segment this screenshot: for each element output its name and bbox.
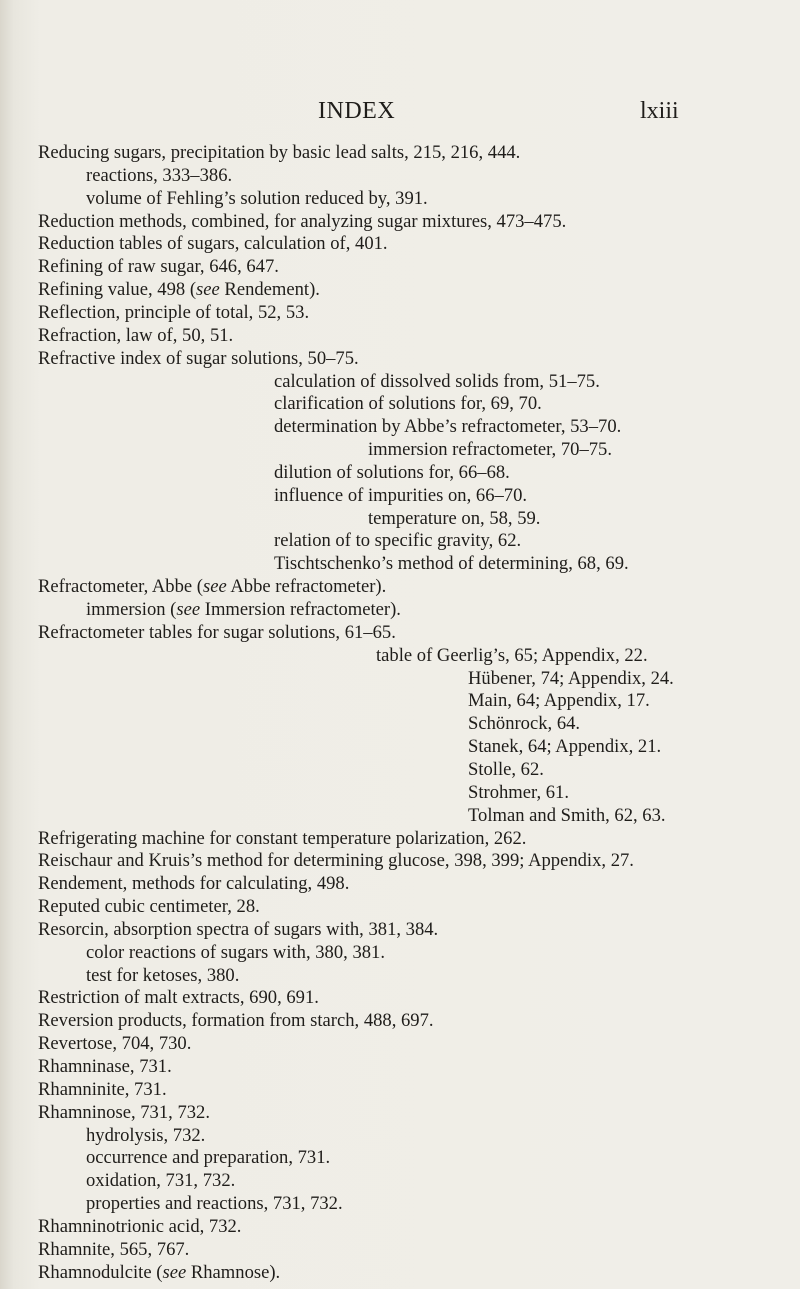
index-entry: Rhamninotrionic acid, 732. [38,1216,242,1237]
index-entry: Main, 64; Appendix, 17. [468,690,650,711]
index-entry: relation of to specific gravity, 62. [274,530,522,551]
index-entry: Hübener, 74; Appendix, 24. [468,668,674,689]
index-entry: Reduction methods, combined, for analyzing sugar mixtures, 473–475. [38,211,567,232]
page-header [0,98,800,128]
index-entry: occurrence and preparation, 731. [86,1147,331,1168]
index-entry: immersion (see Immersion refractometer). [86,599,401,620]
index-entry: oxidation, 731, 732. [86,1170,236,1191]
index-entry: Resorcin, absorption spectra of sugars with, 381, 384. [38,919,439,940]
running-head: INDEX [318,98,396,124]
index-entry: Schönrock, 64. [468,713,581,734]
index-entry: Refining value, 498 (see Rendement). [38,279,320,300]
index-entry: Refining of raw sugar, 646, 647. [38,256,279,277]
index-entry: Rhamninose, 731, 732. [38,1102,210,1123]
index-entry: Strohmer, 61. [468,782,569,803]
index-entry: dilution of solutions for, 66–68. [274,462,510,483]
index-entry: Reducing sugars, precipitation by basic lead salts, 215, 216, 444. [38,142,521,163]
index-entry: color reactions of sugars with, 380, 381. [86,942,385,963]
index-entry: Stanek, 64; Appendix, 21. [468,736,662,757]
index-entry: Reflection, principle of total, 52, 53. [38,302,310,323]
index-entry: Refrigerating machine for constant temperature polarization, 262. [38,828,527,849]
index-entry: Reduction tables of sugars, calculation of, 401. [38,233,388,254]
index-entry: properties and reactions, 731, 732. [86,1193,343,1214]
index-entry: table of Geerlig’s, 65; Appendix, 22. [376,645,648,666]
index-entry: determination by Abbe’s refractometer, 53–70. [274,416,622,437]
index-entry: Rhamninite, 731. [38,1079,167,1100]
index-entry: Tolman and Smith, 62, 63. [468,805,666,826]
page-number: lxiii [640,98,679,124]
index-entry: Rhamninase, 731. [38,1056,172,1077]
index-entry: Stolle, 62. [468,759,544,780]
index-entry: Refraction, law of, 50, 51. [38,325,234,346]
index-entry: immersion refractometer, 70–75. [368,439,612,460]
index-entry: Rhamnodulcite (see Rhamnose). [38,1262,281,1283]
index-entry: Restriction of malt extracts, 690, 691. [38,987,319,1008]
index-entry: Reputed cubic centimeter, 28. [38,896,260,917]
index-entry: volume of Fehling’s solution reduced by, 391. [86,188,428,209]
index-entry: Reversion products, formation from starch, 488, 697. [38,1010,434,1031]
index-entry: Refractometer, Abbe (see Abbe refractometer). [38,576,387,597]
index-entry: Refractive index of sugar solutions, 50–75. [38,348,359,369]
index-entry: test for ketoses, 380. [86,965,240,986]
index-entry: Rendement, methods for calculating, 498. [38,873,350,894]
index-entry: Rhamnite, 565, 767. [38,1239,190,1260]
index-entry: hydrolysis, 732. [86,1125,206,1146]
index-entry: temperature on, 58, 59. [368,508,541,529]
index-entry: Refractometer tables for sugar solutions, 61–65. [38,622,396,643]
index-entry: Revertose, 704, 730. [38,1033,192,1054]
index-entry: Reischaur and Kruis’s method for determining glucose, 398, 399; Appendix, 27. [38,850,634,871]
index-entry: clarification of solutions for, 69, 70. [274,393,542,414]
index-entry: influence of impurities on, 66–70. [274,485,528,506]
index-entry: calculation of dissolved solids from, 51–75. [274,371,600,392]
index-entry: reactions, 333–386. [86,165,233,186]
index-entry: Tischtschenko’s method of determining, 68, 69. [274,553,629,574]
